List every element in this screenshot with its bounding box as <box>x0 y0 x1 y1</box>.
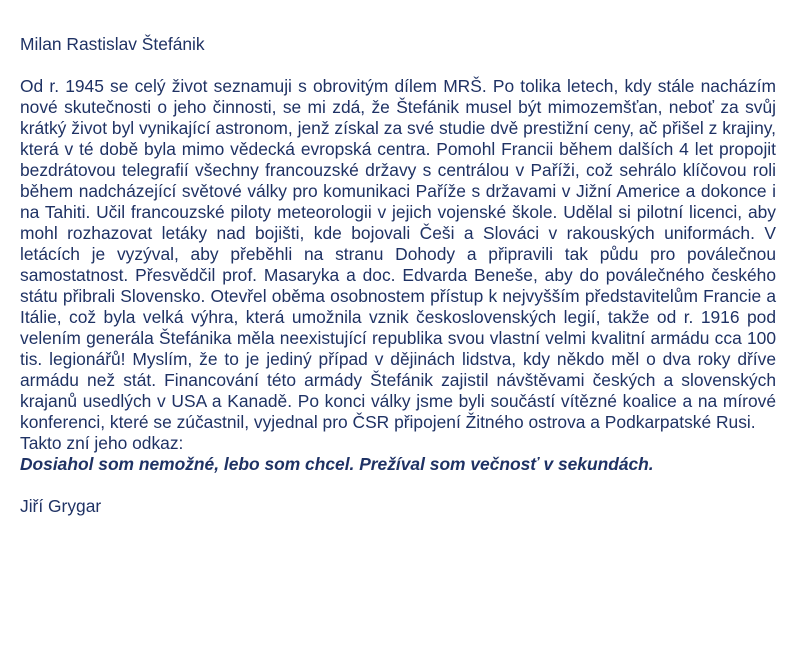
quote-text: Dosiahol som nemožné, lebo som chcel. Prežíval som večnosť v sekundách. <box>20 454 654 474</box>
document-title: Milan Rastislav Štefánik <box>20 34 205 54</box>
body-paragraph: Od r. 1945 se celý život seznamuji s obrovitým dílem MRŠ. Po tolika letech, kdy stále nacházím nové skutečnosti o jeho činnosti, se mi zdá, že Štefánik musel být mimozemšťan, neboť za svůj krátký život byl vynikající astronom, jenž získal za své studie dvě prestižní ceny, ač přišel z krajiny, která v té době byla mimo vědecká evropská centra. Pomohl Francii během dalších 4 let propojit bezdrátovou telegrafií všechny francouzské državy s centrálou v Paříži, což sehrálo klíčovou roli během nadcházející světové války pro komunikaci Paříže s državami v Jižní Americe a dokonce i na Tahiti. Učil francouzské piloty meteorologii v jejich vojenské škole. Udělal si pilotní licenci, aby mohl rozhazovat letáky nad bojišti, kde bojovali Češi a Slováci v rakouských uniformách. V letácích je vyzýval, aby přeběhli na stranu Dohody a připravili tak půdu pro poválečnou samostatnost. Přesvědčil prof. Masaryka a doc. Edvarda Beneše, aby do poválečného českého státu přibrali Slovensko. Otevřel oběma osobnostem přístup k nejvyšším představitelům Francie a Itálie, což byla velká výhra, která umožnila vznik československých legií, takže od r. 1916 pod velením generála Štefánika měla neexistující republika svou vlastní velmi kvalitní armádu cca 100 tis. legionářů! Myslím, že to je jediný případ v dějinách lidstva, kdy někdo měl o dva roky dříve armádu než stát. Financování této armády Štefánik zajistil návštěvami českých a slovenských krajanů usedlých v USA a Kanadě. Po konci války jsme byli součástí vítězné koalice a na mírové konferenci, které se zúčastnil, vyjednal pro ČSR připojení Žitného ostrova a Podkarpatské Rusi. <box>20 76 776 432</box>
quote-intro: Takto zní jeho odkaz: <box>20 433 184 453</box>
document-page <box>20 34 776 517</box>
author-signature: Jiří Grygar <box>20 496 102 516</box>
spacer <box>20 475 776 496</box>
spacer <box>20 55 776 76</box>
